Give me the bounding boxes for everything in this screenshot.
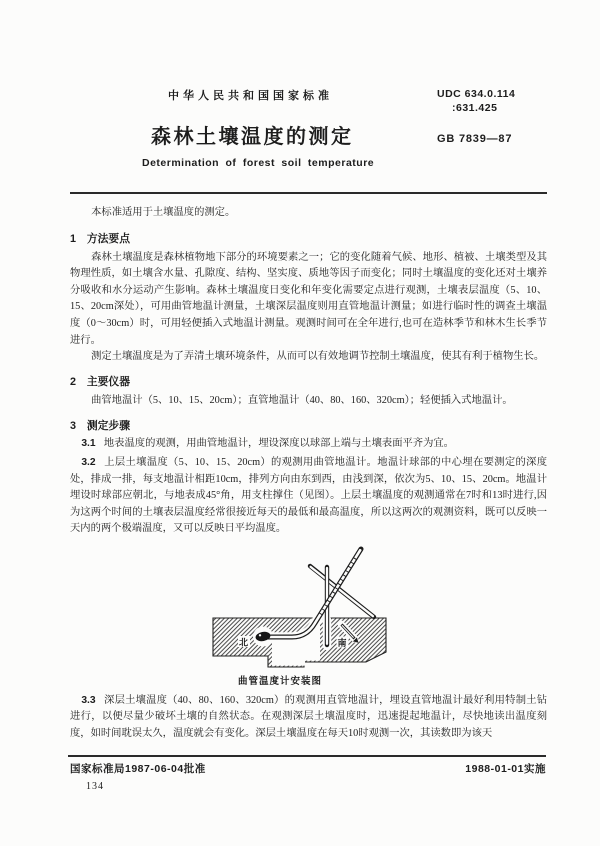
thermometer-installation-drawing: [208, 540, 390, 672]
section-2-heading: [70, 374, 547, 390]
page-title: 森林土壤温度的测定: [151, 126, 354, 148]
clause-3-2: [70, 455, 547, 538]
section-2-title: 主要仪器: [86, 375, 130, 388]
section-1-paragraph-1: 森林土壤温度是森林植物地下部分的环境要素之一；它的变化随着气候、地形、植被、土壤类型及其物理性质，如土壤含水量、孔隙度、结构、坚实度、质地等因子而变化；同时土壤温度的变化还对土壤养分吸收和水分运动产生影响。森林土壤温度日变化和年变化需要定点进行观测，土壤表层温度（5、10、15、20cm深处），可用曲管地温计测量，土壤深层温度则用直管地温计测量；如进行临时性的调查土壤温度（0～30cm）时，可用轻便插入式地温计测量。观测时间可在全年进行,也可在造林季节和林木生长季节进行。: [70, 251, 547, 346]
clause-3-1: [70, 436, 547, 453]
section-2-number: 2: [70, 375, 77, 388]
section-1-heading: [70, 231, 547, 247]
figure-caption: 曲管温度计安装图: [237, 676, 322, 687]
thermometer-installation-figure: [208, 540, 390, 672]
clause-3-3: [70, 693, 547, 743]
section-1-paragraph-2: 测定土壤温度是为了弄清土壤环境条件，从而可以有效地调节控制土壤温度，使其有利于植物生长。: [91, 351, 545, 363]
section-1-number: 1: [70, 232, 77, 245]
udc-number-line1: UDC 634.0.114: [437, 88, 516, 100]
figure-label-south: 南: [337, 637, 347, 648]
clause-3-1-text: 地表温度的观测，用曲管地温计，埋设深度以球部上端与土壤表面平齐为宜。: [103, 438, 454, 450]
clause-3-3-number: 3.3: [81, 694, 96, 706]
effective-date-note: 1988-01-01实施: [465, 763, 546, 775]
figure-label-north: 北: [239, 637, 249, 648]
section-3-heading: [70, 418, 547, 434]
section-3-number: 3: [70, 420, 77, 433]
standard-number: GB 7839—87: [437, 133, 513, 145]
clause-3-2-number: 3.2: [81, 456, 96, 468]
clause-3-1-number: 3.1: [81, 438, 96, 450]
clause-3-2-text: 上层土壤温度（5、10、15、20cm）的观测用曲管地温计。地温计球部的中心埋在要测定的深度处，排成一排，每支地温计相距10cm，排列方向由东到西，由浅到深，依次为5、10、15、20cm。地温计埋设时球部应朝北，与地表成45°角，用支柱撑住（见图）。上层土壤温度的观测通常在7时和13时进行,因为这两个时间的土壤表层温度经常很接近每天的最低和最高温度，所以这两次的观测资料，既可以反映一天内的两个极端温度，又可以反映日平均温度。: [70, 456, 547, 535]
standard-org-line: 中华人民共和国国家标准: [168, 90, 333, 102]
section-1-title: 方法要点: [86, 232, 130, 245]
page-number: 134: [86, 781, 104, 792]
approval-note: 国家标准局1987-06-04批准: [70, 763, 206, 775]
page-title-english: Determination of forest soil temperature: [142, 157, 375, 169]
scope-paragraph: 本标准适用于土壤温度的测定。: [91, 207, 236, 218]
section-3-title: 测定步骤: [86, 420, 130, 433]
footer-divider: [68, 755, 546, 757]
document-body: [70, 201, 547, 742]
header-divider: [70, 192, 547, 194]
udc-number-line2: :631.425: [452, 102, 498, 114]
section-2-paragraph-1: 曲管地温计（5、10、15、20cm）；直管地温计（40、80、160、320cm）；轻便插入式地温计。: [91, 394, 513, 406]
clause-3-3-text: 深层土壤温度（40、80、160、320cm）的观测用直管地温计，埋设直管地温计最好利用特制土钻进行，以便尽量少破坏土壤的自然状态。在观测深层土壤温度时，迅速提起地温计，尽快地读出温度刻度，如时间耽误太久，温度就会有变化。深层土壤温度在每天10时观测一次，其读数即为该天: [70, 694, 547, 739]
